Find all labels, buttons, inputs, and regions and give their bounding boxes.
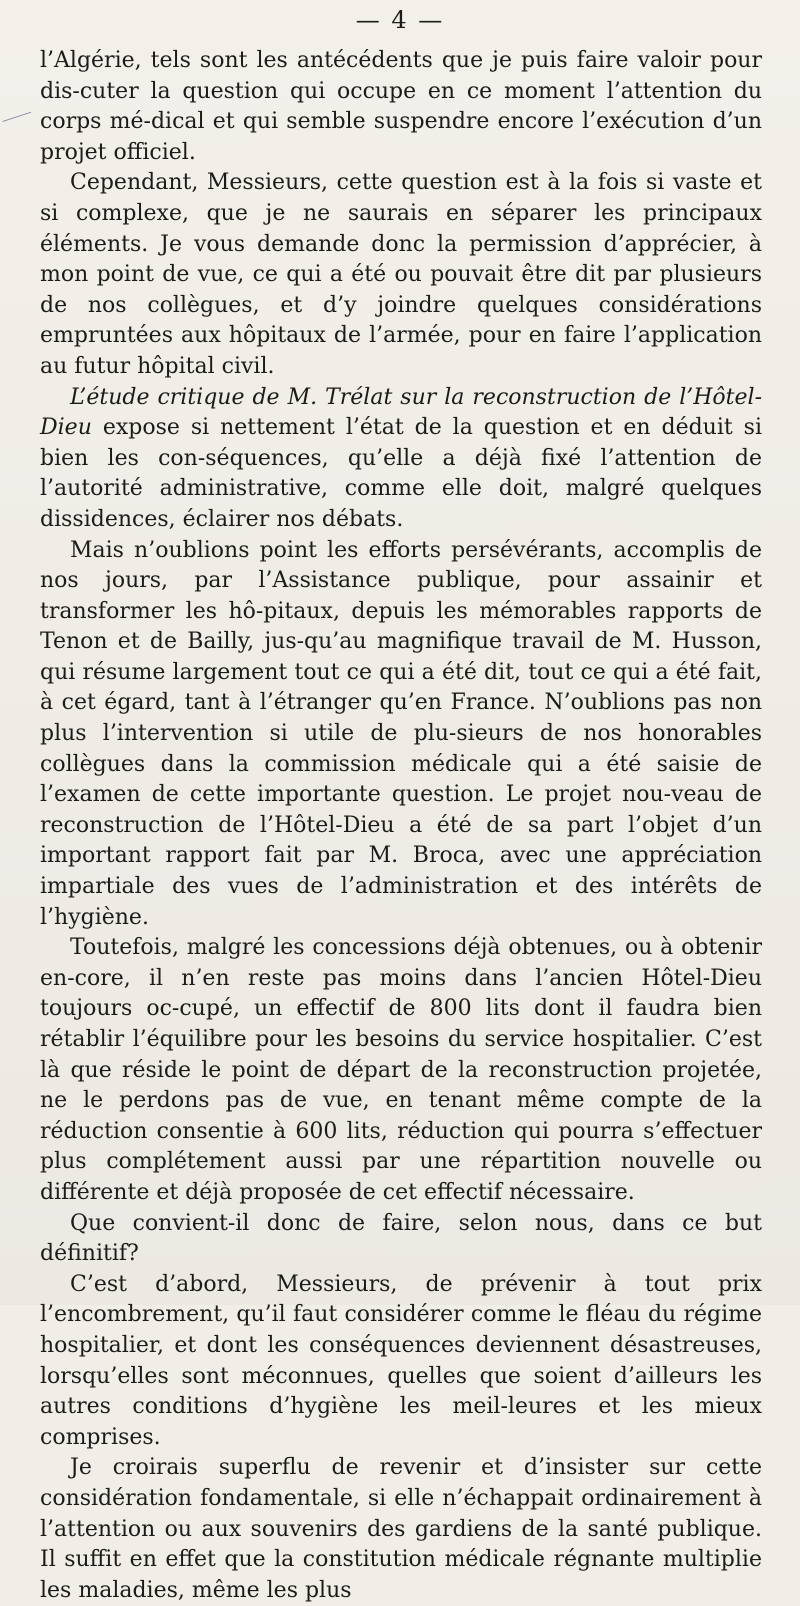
pencil-mark	[2, 112, 35, 136]
paragraph-5: Toutefois, malgré les concessions déjà obtenues, ou à obtenir en-core, il n’en reste pas moins dans l’ancien Hôtel-Dieu toujours oc-cupé, un effectif de 800 lits dont il faudra bien rétablir l’équilibre pour les besoins du service hospitalier. C’est là que réside le point de départ de la reconstruction projetée, ne le perdons pas de vue, en tenant même compte de la réduction consentie à 600 lits, réduction qui pourra s’effectuer plus complétement aussi par une répartition nouvelle ou différente et déjà proposée de cet effectif nécessaire.	[40, 935, 762, 1205]
page-number-header: — 4 —	[355, 6, 445, 34]
paragraph-1: l’Algérie, tels sont les antécédents que je puis faire valoir pour dis-cuter la question qui occupe en ce moment l’attention du corps mé-dical et qui semble suspendre encore l’exécution d’un projet officiel.	[40, 48, 762, 165]
paragraph-3	[40, 383, 762, 536]
paragraph-3-text: expose si nettement l’état de la question et en déduit si bien les con-séquences, qu’elle a déjà fixé l’attention de l’autorité administrative, comme elle doit, malgré quelques dissidences, éclairer nos débats.	[40, 415, 762, 532]
paragraph-8: Je croirais superflu de revenir et d’insister sur cette considération fondamentale, si elle n’échappait ordinairement à l’attention ou aux souvenirs des gardiens de la santé publique. Il suffit en effet que la constitution médicale régnante multiplie les maladies, même les plus	[40, 1455, 762, 1603]
body-text	[40, 46, 762, 1606]
paragraph-7: C’est d’abord, Messieurs, de prévenir à tout prix l’encombrement, qu’il faut considérer comme le fléau du régime hospitalier, et dont les conséquences deviennent désastreuses, lorsqu’elles sont méconnues, quelles que soient d’ailleurs les autres conditions d’hygiène les meil-leures et les mieux comprises.	[40, 1271, 762, 1450]
paragraph-2: Cependant, Messieurs, cette question est à la fois si vaste et si complexe, que je ne saurais en séparer les principaux éléments. Je vous demande donc la permission d’apprécier, à mon point de vue, ce qui a été ou pouvait être dit par plusieurs de nos collègues, et d’y joindre quelques considérations empruntées aux hôpitaux de l’armée, pour en faire l’application au futur hôpital civil.	[40, 170, 762, 379]
paragraph-4: Mais n’oublions point les efforts persévérants, accomplis de nos jours, par l’Assistance publique, pour assainir et transformer les hô-pitaux, depuis les mémorables rapports de Tenon et de Bailly, jus-qu’au magnifique travail de M. Husson, qui résume largement tout ce qui a été dit, tout ce qui a été fait, à cet égard, tant à l’étranger qu’en France. N’oublions pas non plus l’intervention si utile de plu-sieurs de nos honorables collègues dans la commission médicale qui a été saisie de l’examen de cette importante question. Le projet nou-veau de reconstruction de l’Hôtel-Dieu a été de sa part l’objet d’un important rapport fait par M. Broca, avec une appréciation impartiale des vues de l’administration et des intérêts de l’hygiène.	[40, 537, 762, 930]
italic-title: L’étude critique de M. Trélat sur la reconstruction de l’Hôtel-Dieu	[40, 384, 762, 441]
paragraph-6: Que convient-il donc de faire, selon nous, dans ce but définitif?	[40, 1210, 762, 1267]
